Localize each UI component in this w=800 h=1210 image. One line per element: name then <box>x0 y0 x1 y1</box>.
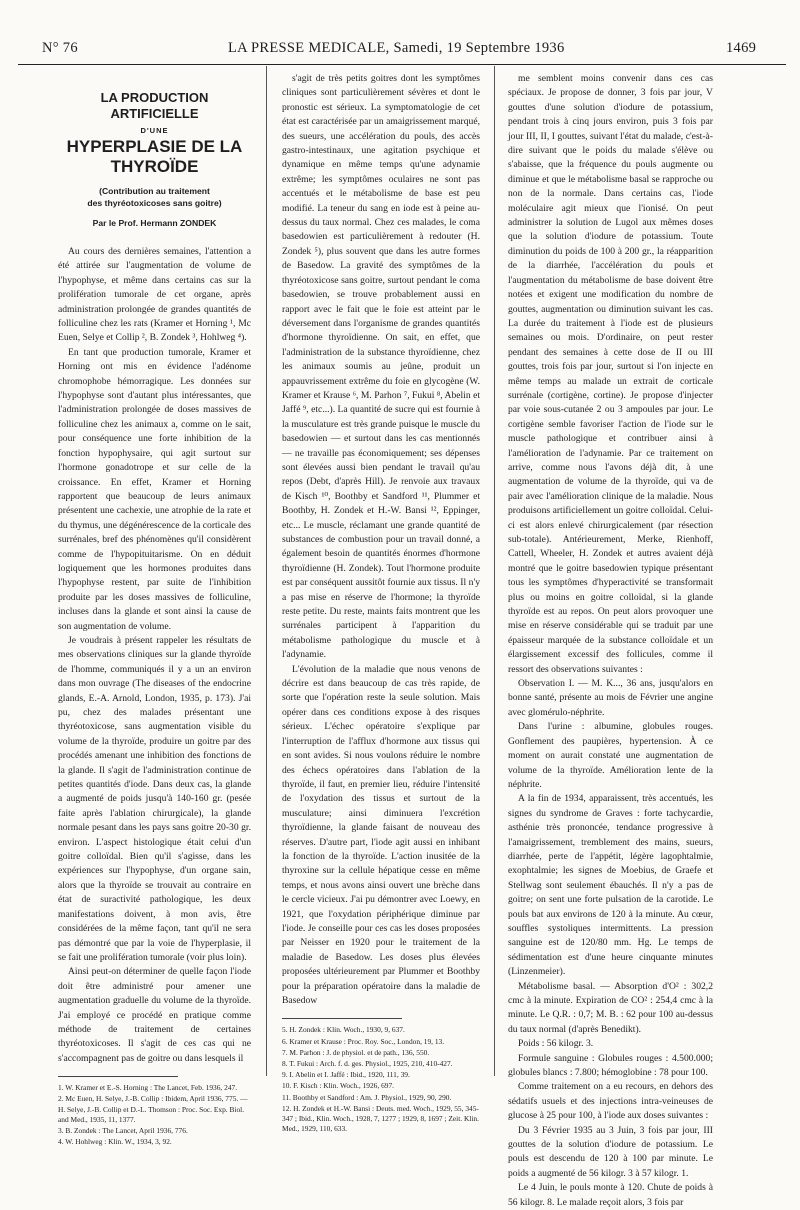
paragraph: Formule sanguine : Globules rouges : 4.500.000; globules blancs : 7.800; hémoglobine : 78 pour 100. <box>508 1052 713 1079</box>
column-1 <box>58 72 251 1147</box>
column-divider-2 <box>494 66 495 1076</box>
page-number: 1469 <box>726 40 757 56</box>
header-rule <box>18 64 786 65</box>
paragraph: Ainsi peut-on déterminer de quelle façon l'iode doit être administré pour amener une augmentation graduelle du volume de la thyroïde. J'ai employé ce procédé en pratique comme méthode de traitement de certaines thyréotoxicoses. Il s'agit de ces cas qui ne s'accompagnent pas de goitre ou dans lesquels il <box>58 966 251 1064</box>
article-heading <box>58 90 251 229</box>
paragraph: En tant que production tumorale, Kramer et Horning ont mis en évidence l'adénome chromophobe hémorragique. Les données sur l'hypophyse sont d'autant plus intéressantes, que l'administration prolongée de doses massives de folliculine chez les animaux a, comme on le sait, pour conséquence une forte inhibition de la fonction hypophysaire, qui agit surtout sur l'hormone gonadotrope et sur celle de la croissance. En effet, Kramer et Horning rapportent que beaucoup de leurs animaux présentent une cachexie, une atrophie de la rate et du thymus, une dégénérescence de la corticale des surrénales, bref des phénomènes qu'il considèrent comme de l'hypopituitarisme. On en déduit logiquement que les hormones produites dans l'hypophyse restent, par suite de l'inhibition produite par les doses massives de folliculine, incluses dans la glande et sont ainsi la cause de son augmentation de volume. <box>58 346 251 632</box>
paragraph: Du 3 Février 1935 au 3 Juin, 3 fois par jour, III gouttes de la solution d'iodure de potassium. Le pouls est descendu de 120 à 100 par minute. Le poids a augmenté de 56 kilogr. 3 à 57 kilogr. 1. <box>508 1124 713 1179</box>
paragraph: Je voudrais à présent rappeler les résultats de mes observations cliniques sur la glande thyroïde de l'homme, communiqués il y a un an environ dans mon ouvrage (The diseases of the endocrine glands, E.-A. Arnold, London, 1935, p. 173). J'ai pu, chez des malades présentant une thyréotoxicose, sans augmentation visible du volume de la thyroïde, produire un goitre par des procédés amenant une inhibition des fonctions de la glande. Il s'agit de l'administration continue de petites quantités d'iode. Dans deux cas, la glande a augmenté de poids jusqu'à 140-160 gr. (pesée faite après l'ablation chirurgicale), la glande normale pesant dans les pays sans goitre 20-30 gr. environ. L'aspect histologique était celui d'un goitre colloïdal. Bien qu'il s'agisse, dans les expériences sur l'hypophyse, d'un organe sain, alors que la thyroïde se trouvait au contraire en état de suractivité pathologique, les deux manifestations doivent, à mon avis, être considérées de la même façon, tant qu'il ne sera pas démontré que par la voie de l'hyperplasie, il se fait une prolifération tumorale (voir plus loin). <box>58 634 251 963</box>
issue-number: N° 76 <box>42 40 78 56</box>
paragraph: s'agit de très petits goitres dont les symptômes cliniques sont particulièrement sévères et dont le pronostic est sérieux. La symptomatologie de cet état est caractérisée par un amaigrissement marqué, des sueurs, une accélération du pouls, des accès gastro-intestinaux, une agitation psychique et dynamique en même temps qu'une adynamie extrême; les symptômes oculaires ne sont pas accentués et le métabolisme de base est peu modifié. La teneur du sang en iode est à peine au-dessus du taux normal. Chez ces malades, le coma basedowien est particulièrement à redouter (H. Zondek ⁵), plus souvent que dans les autre formes de Basedow. La gravité des symptômes de la thyréotoxicose sans goitre, surtout pendant le coma basedowien, se trouve probablement aussi en rapport avec le fait que le foie est atteint par le déversement dans l'organisme de grandes quantités d'hormone thyroïdienne. On sait, en effet, que l'administration de la substance thyroïdienne, chez les animaux soumis au jeûne, produit un appauvrissement extrême du foie en glycogène (W. Kramer et Krause ⁶, M. Parhon ⁷, Fukui ⁸, Abelin et Jaffé ⁹, etc...). La quantité de sucre qui est fournie à la musculature est très grande puisque le muscle du basedowien — et surtout dans les cas mentionnés — ne travaille pas économiquement; ses dépenses sont élevées aussi bien pendant le travail qu'au repos (Debt, d'après Hill). Je renvoie aux travaux de Kisch ¹⁰, Boothby et Sandford ¹¹, Plummer et Boothby, H. Zondek et H.-W. Bansi ¹², Eppinger, etc... Le muscle, réclamant une grande quantité de substances de combustion pour un travail donné, a également besoin de quantités énormes d'hormone thyroïdienne (H. Zondek). Tout l'hormone produite est par conséquent aussitôt fournie aux tissus. Il n'y a pas mise en réserve de l'hormone; la thyroïde reste petite. Du reste, maints faits montrent que les surrénales participent à l'apparition du métabolisme pathologique du muscle et à l'adynamie. <box>282 73 480 661</box>
column-2-body <box>282 72 480 1008</box>
column-3-body <box>508 72 713 1210</box>
footnote: 4. W. Hohlweg : Klin. W., 1934, 3, 92. <box>58 1137 172 1147</box>
footnote: 10. F. Kisch : Klin. Woch., 1926, 697. <box>282 1081 394 1091</box>
footnote: 9. I. Abelin et I. Jaffé : Ibid., 1920, 111, 39. <box>282 1070 410 1080</box>
footnote: 11. Boothby et Sandford : Am. J. Physiol., 1929, 90, 290. <box>282 1092 452 1102</box>
page-header <box>18 40 786 62</box>
paragraph: Poids : 56 kilogr. 3. <box>518 1038 594 1050</box>
paragraph: me semblent moins convenir dans ces cas spéciaux. Je propose de donner, 3 fois par jour, V gouttes d'une solution d'iodure de potassium, pendant trois à cinq jours environ, puis 3 fois par jour III, II, I gouttes, suivant l'état du malade, c'est-à-dire suivant que le poids du malade s'élève ou s'abaisse, que la fréquence du pouls augmente ou diminue et que le métabolisme basal se rapproche ou non de la normale. Dans certains cas, l'iode moléculaire agit mieux que l'ionisé. On peut administrer la solution de Lugol aux mêmes doses que la solution d'iodure de potassium. Toute diminution du poids de 100 à 200 gr., la réapparition de la diarrhée, l'accélération du pouls et l'augmentation du métabolisme de base doivent être notées et exigent une modification du nombre de gouttes, augmentation ou diminution suivant les cas. La durée du traitement à l'iode est de plusieurs semaines ou mois. D'ordinaire, on peut rester pendant des semaines à cette dose de II ou III gouttes, trois fois par jour, surtout si l'on injecte en même temps au malade un extrait de corticale surrénale (cortigène, cortine). Je propose d'injecter par voie sous-cutanée 2 ou 3 ampoules par jour. Le cortigène semble favoriser l'action de l'iode sur le muscle pathologique et contribuer ainsi à l'amélioration de l'adynamie. Par ce traitement on arrive, comme nous l'avons déjà dit, à une augmentation de volume de la thyroïde, qui va de pair avec l'amélioration clinique de la maladie. Nous produisons artificiellement un goitre colloïdal. Celui-ci est alors enlevé chirurgicalement (par résection sub-totale). Antérieurement, Merke, Rienhoff, Cattell, Wheeler, H. Zondek et autres avaient déjà montré que le goitre basedowien typique présentant tous les symptômes d'hyperactivité se transformait plus ou moins en goitre colloïdal, si la glande thyroïde est au repos. On peut alors provoquer une mise en réserve considérable qui se traduit par une épaisseur marquée de la substance colloïdale et un élargissement excessif des follicules, comme il ressort des observations suivantes : <box>508 73 713 675</box>
article-title-line-1: LA PRODUCTION ARTIFICIELLE <box>100 90 209 121</box>
footnote: 7. M. Parhon : J. de physiol. et de path., 136, 550. <box>282 1047 430 1057</box>
article-title-line-2: D'UNE <box>140 126 169 135</box>
footnote: 6. Kramer et Krause : Proc. Roy. Soc., London, 19, 13. <box>282 1036 445 1046</box>
paragraph: Comme traitement on a eu recours, en dehors des sédatifs usuels et des injections intra-veineuses de glucose à 25 pour 100, à l'iode aux doses suivantes : <box>508 1081 713 1122</box>
article-byline: Par le Prof. Hermann ZONDEK <box>92 218 217 228</box>
article-subtitle-1: (Contribution au traitement <box>99 186 210 196</box>
footnote-rule <box>282 1018 402 1019</box>
footnote: 5. H. Zondek : Klin. Woch., 1930, 9, 637. <box>282 1025 405 1035</box>
column-divider-1 <box>266 66 267 1076</box>
footnote-rule <box>58 1076 178 1077</box>
paragraph: Dans l'urine : albumine, globules rouges. Gonflement des paupières, hypertension. À ce moment on aurait constaté une augmentation de volume de la thyroïde. Amélioration lente de la néphrite. <box>508 721 713 790</box>
footnote: 12. H. Zondek et H.-W. Bansi : Deuts. med. Woch., 1929, 55, 345-347 ; Ibid., Klin. Woch., 1928, 7, 1277 ; 1929, 8, 1697 ; Zeit. Klin. Med., 1929, 110, 633. <box>282 1103 479 1134</box>
journal-title: LA PRESSE MEDICALE, Samedi, 19 Septembre 1936 <box>228 40 565 56</box>
article-title-line-3: HYPERPLASIE DE LA THYROÏDE <box>66 137 243 176</box>
column-3 <box>508 72 713 1210</box>
column-2-footnotes <box>282 1025 480 1134</box>
paragraph: Au cours des dernières semaines, l'attention a été attirée sur l'augmentation de volume de l'hypophyse, et même dans certains cas sur la prolifération tumorale de cet organe, après administration prolongée de grandes quantités de folliculine chez les rats (Kramer et Horning ¹, Mc Euen, Selye et Collip ², B. Zondek ³, Hohlweg ⁴). <box>58 246 251 344</box>
paragraph: Le 4 Juin, le pouls monte à 120. Chute de poids à 56 kilogr. 8. Le malade reçoit alors, 3 fois par <box>508 1182 713 1208</box>
column-1-body <box>58 245 251 1066</box>
footnote: 1. W. Kramer et E.-S. Horning : The Lancet, Feb. 1936, 247. <box>58 1083 238 1093</box>
column-1-footnotes <box>58 1083 251 1147</box>
paragraph: L'évolution de la maladie que nous venons de décrire est dans beaucoup de cas très rapide, de sorte que l'opération reste la seule solution. Mais opérer dans ces conditions expose à des risques sérieux. L'échec opératoire s'explique par l'interruption de l'afflux d'hormone aux tissus qui en sont avides. Si nous voulons réduire le nombre des échecs opératoires dans l'ablation de la thyroïde, il faut, en premier lieu, réduire l'intensité de l'oxydation des tissus et surtout de la musculature; ainsi diminuera l'excrétion thyroïdienne, la glande faisant de nouveau des réserves. D'autre part, l'iode agit aussi en inhibant la fonction de la thyroïde. L'action inusitée de la thyroxine sur la cellule hépatique cesse en même temps, et nous avons ainsi ouvert une brèche dans le cercle vicieux. J'ai pu démontrer avec Loewy, en 1921, que l'oxydation périphérique diminue par l'iode. Je conseille pour ces cas les doses proposées par Neisser en 1920 pour le traitement de la maladie de Basedow. Les doses plus élevées proposées ultérieurement par Plummer et Boothby pour la préparation opératoire dans la maladie de Basedow <box>282 663 480 1006</box>
column-2 <box>282 72 480 1134</box>
footnote: 2. Mc Euen, H. Selye, J.-B. Collip : Ibidem, April 1936, 775. — H. Selye, J.-B. Collip et D.-L. Thomson : Proc. Soc. Exp. Biol. and Med., 1935, 11, 1377. <box>58 1094 248 1124</box>
footnote: 3. B. Zondek : The Lancet, April 1936, 776. <box>58 1125 188 1135</box>
paragraph: Métabolisme basal. — Absorption d'O² : 302,2 cmc à la minute. Expiration de CO² : 254,4 cmc à la minute. Le Q.R. : 0,7; M. B. : 62 pour 100 au-dessus du taux normal (d'après Benedikt). <box>508 980 713 1035</box>
paragraph: Observation I. — M. K..., 36 ans, jusqu'alors en bonne santé, présente au mois de Février une angine avec glomérulo-néphrite. <box>508 678 713 718</box>
paragraph: A la fin de 1934, apparaissent, très accentués, les signes du syndrome de Graves : forte tachycardie, asthénie très prononcée, tendance progressive à l'amaigrissement, tremblement des mains, sueurs, diarrhée, perte de l'appétit, légère lagophtalmie, exophtalmie; les signes de Moebius, de Graefe et Stellwag sont seulement ébauchés. Il n'y a pas de goitre; on sent une forte pulsation de la carotide. Le pouls bat aux environs de 120 à la minute. Au cœur, souffles systoliques intermittents. La pression sanguine est de 120/80 mm. Hg. Le temps de sédimentation est d'une heure cinquante minutes (Linzenmeier). <box>508 793 713 978</box>
article-subtitle-2: des thyréotoxicoses sans goitre) <box>87 198 222 208</box>
footnote: 8. T. Fukui : Arch. f. d. ges. Physiol., 1925, 210, 410-427. <box>282 1059 453 1069</box>
